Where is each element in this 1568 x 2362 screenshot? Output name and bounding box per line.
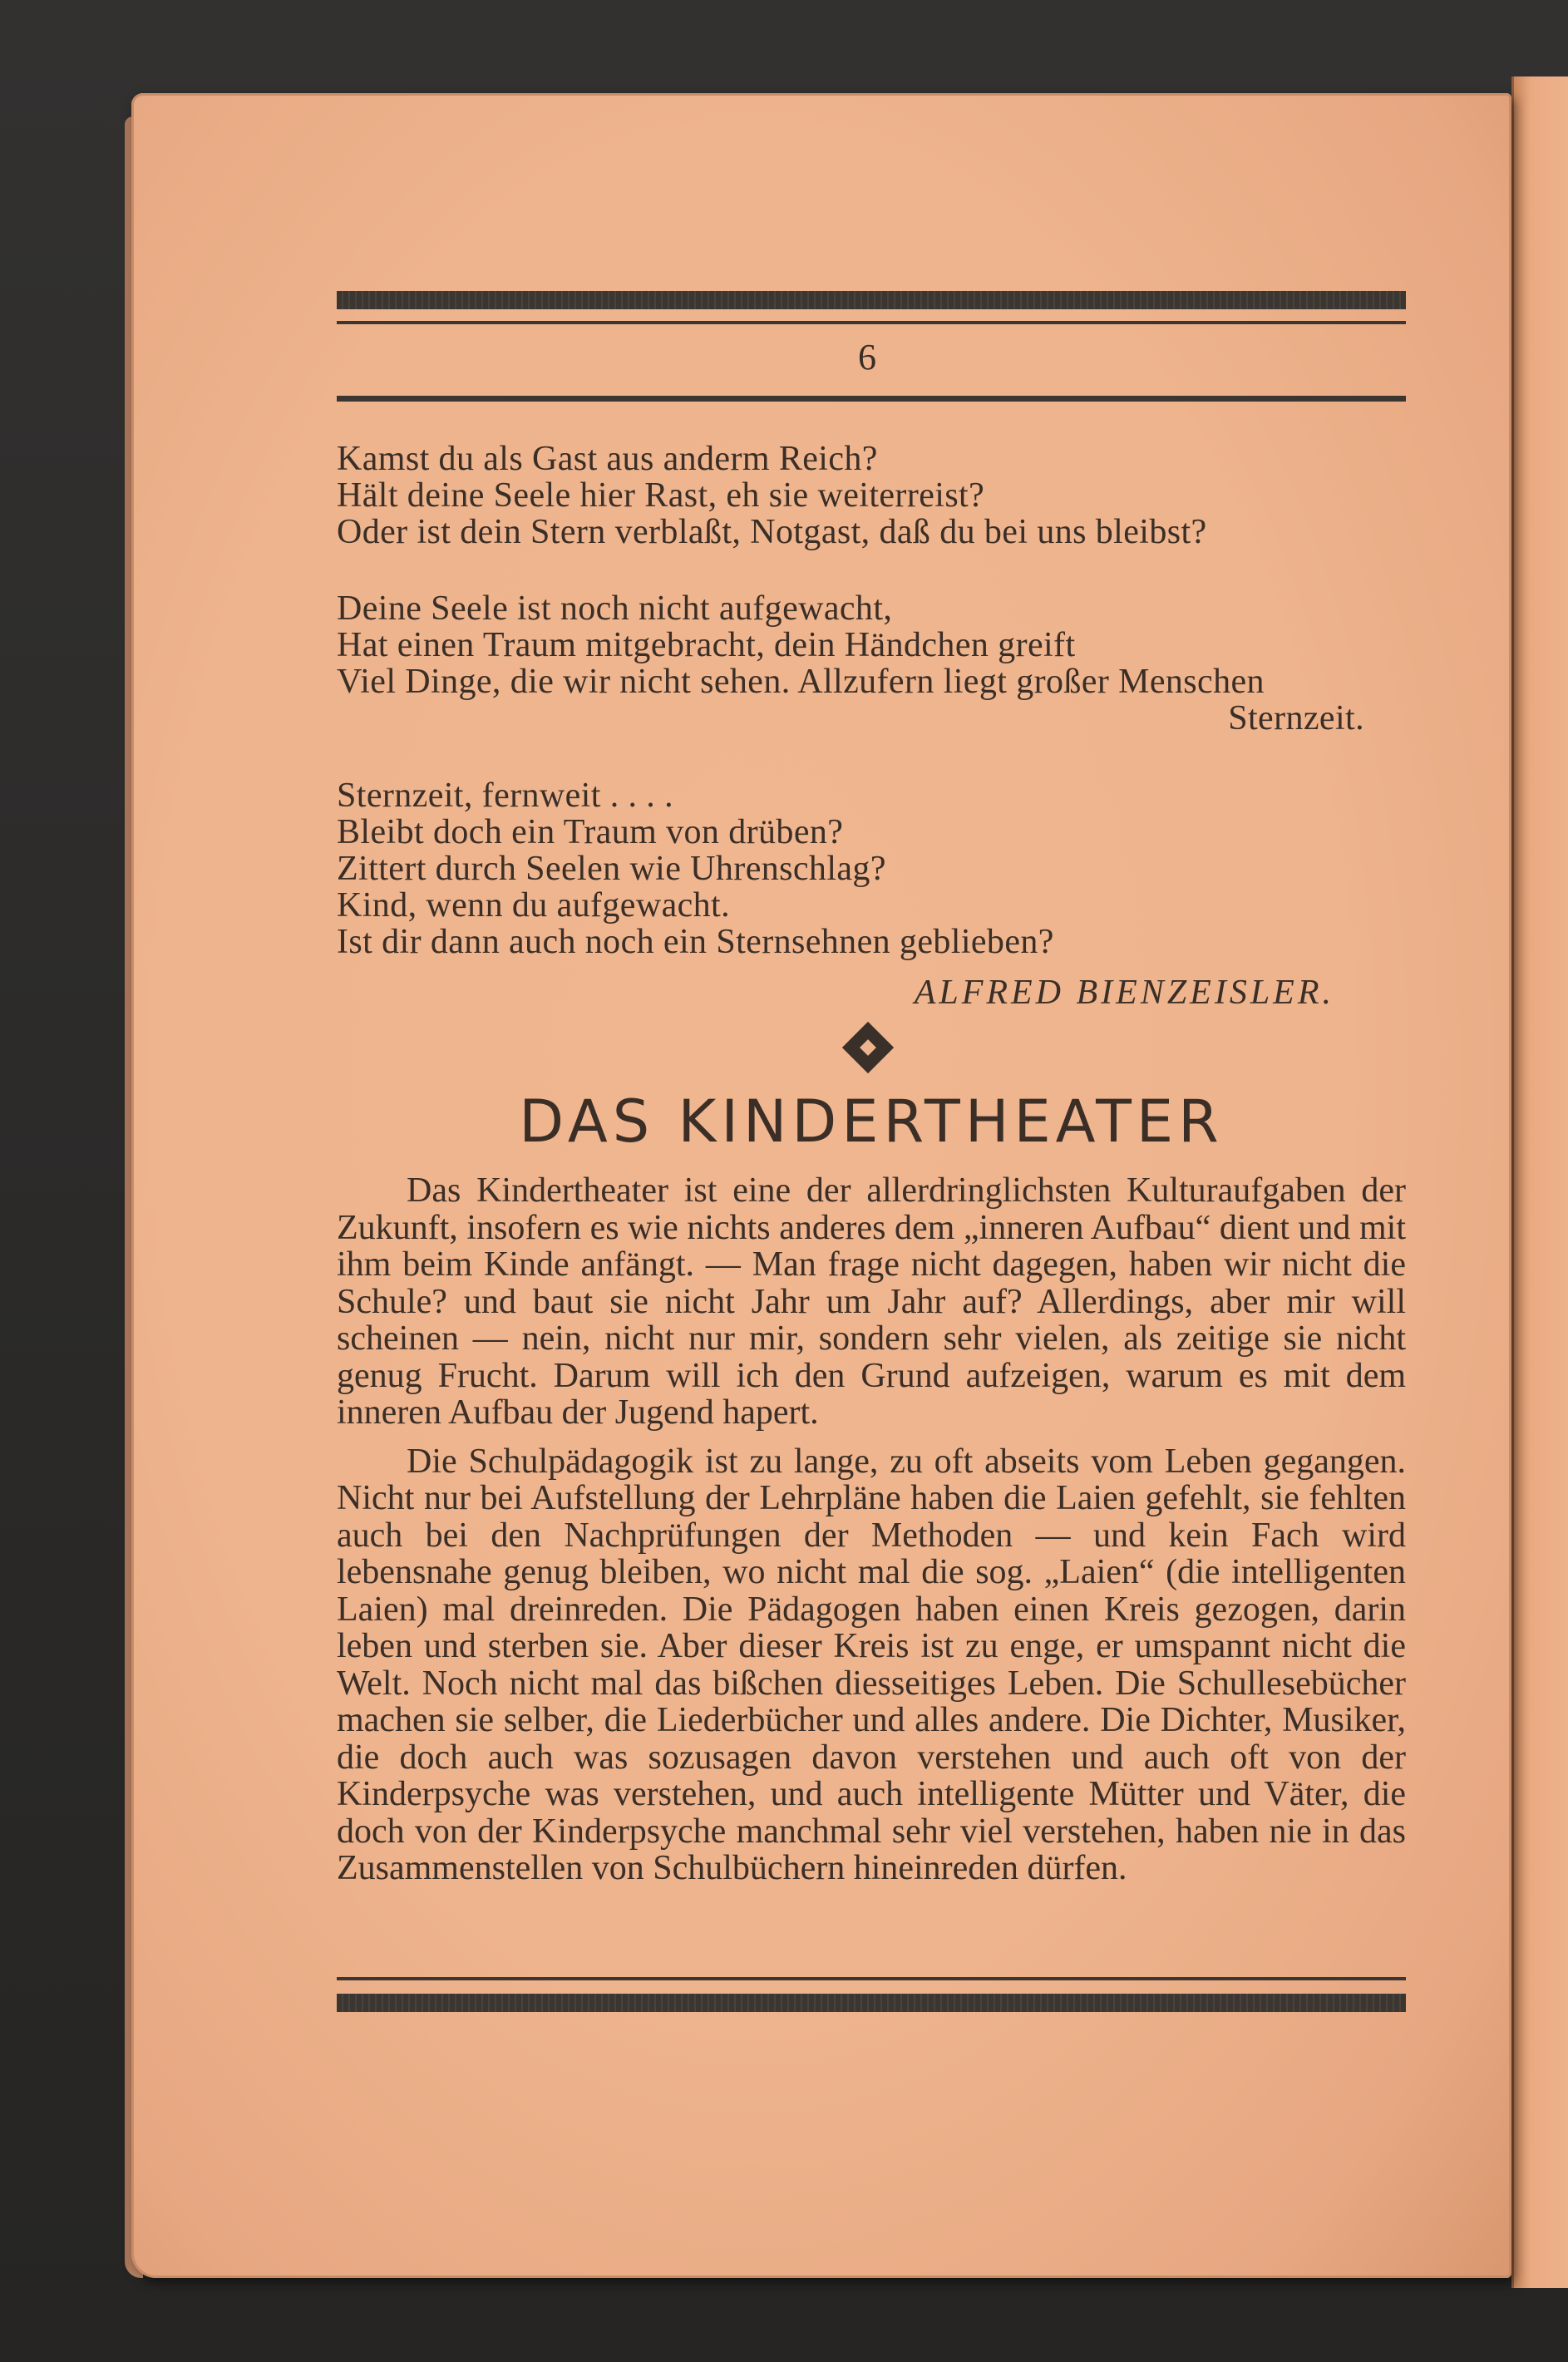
poem-line: Sternzeit, fernweit . . . . (337, 777, 674, 815)
article-heading: DAS KINDERTHEATER (519, 1087, 1224, 1156)
poem-line: Kamst du als Gast aus anderm Reich? (337, 440, 878, 478)
top-decorative-rule-thin (337, 321, 1406, 324)
poem-line: Oder ist dein Stern verblaßt, Notgast, daß du bei uns bleibst? (337, 513, 1207, 551)
poem-line: Zittert durch Seelen wie Uhrenschlag? (337, 850, 886, 888)
poem-line-sternzeit: Sternzeit. (1228, 699, 1364, 737)
poem-line: Deine Seele ist noch nicht aufgewacht, (337, 589, 893, 628)
top-decorative-rule-thick (337, 291, 1406, 309)
poem-line: Kind, wenn du aufgewacht. (337, 886, 731, 925)
poem-line: Ist dir dann auch noch ein Sternsehnen geblieben? (337, 923, 1054, 961)
poem-stanza-1 (337, 441, 1406, 550)
adjacent-page-edge (1511, 76, 1568, 2288)
poem-line: Hält deine Seele hier Rast, eh sie weiterreist? (337, 476, 985, 515)
poem-stanza-3 (337, 777, 1406, 960)
bottom-decorative-rule-thin (337, 1977, 1406, 1980)
poem-stanza-2 (337, 590, 1406, 737)
bottom-decorative-rule-thick (337, 1994, 1406, 2012)
poem-line: Viel Dinge, die wir nicht sehen. Allzufern liegt großer Menschen (337, 663, 1265, 701)
article-body (337, 1172, 1406, 1887)
poem-line: Hat einen Traum mitgebracht, dein Händchen greift (337, 626, 1076, 664)
article-paragraph-2: Die Schulpädagogik ist zu lange, zu oft abseits vom Leben gegangen. Nicht nur bei Aufstellung der Lehrpläne haben die Laien gefehlt, sie fehlten auch bei den Nachprüfungen der Methoden — und kein Fach wird lebensnahe genug bleiben, wo nicht mal die sog. „Laien“ (die intelligenten Laien) mal dreinreden. Die Pädagogen haben einen Kreis gezogen, darin leben und sterben sie. Aber dieser Kreis ist zu enge, er umspannt nicht die Welt. Noch nicht mal das bißchen diesseitiges Leben. Die Schullesebücher machen sie selber, die Liederbücher und alles andere. Die Dichter, Musiker, die doch auch was sozusagen davon verstehen und auch oft von der Kinderpsyche was verstehen, und auch intelligente Mütter und Väter, die doch von der Kinderpsyche manchmal sehr viel verstehen, haben nie in das Zusammenstellen von Schulbüchern hineinreden dürfen. (337, 1442, 1406, 1887)
poem-author: ALFRED BIENZEISLER. (914, 974, 1334, 1012)
page-number: 6 (858, 337, 876, 377)
poem-line: Bleibt doch ein Traum von drüben? (337, 813, 844, 851)
article-paragraph-1: Das Kindertheater ist eine der allerdringlichsten Kulturaufgaben der Zukunft, insofern es wie nichts anderes dem „inneren Aufbau“ dient und mit ihm beim Kinde anfängt. — Man frage nicht dagegen, haben wir nicht die Schule? und baut sie nicht Jahr um Jahr auf? Allerdings, aber mir will scheinen — nein, nicht nur mir, sondern sehr vielen, als zeitige sie nicht genug Frucht. Darum will ich den Grund aufzeigen, warum es mit dem inneren Aufbau der Jugend hapert. (337, 1171, 1406, 1432)
header-underline-rule (337, 396, 1406, 402)
